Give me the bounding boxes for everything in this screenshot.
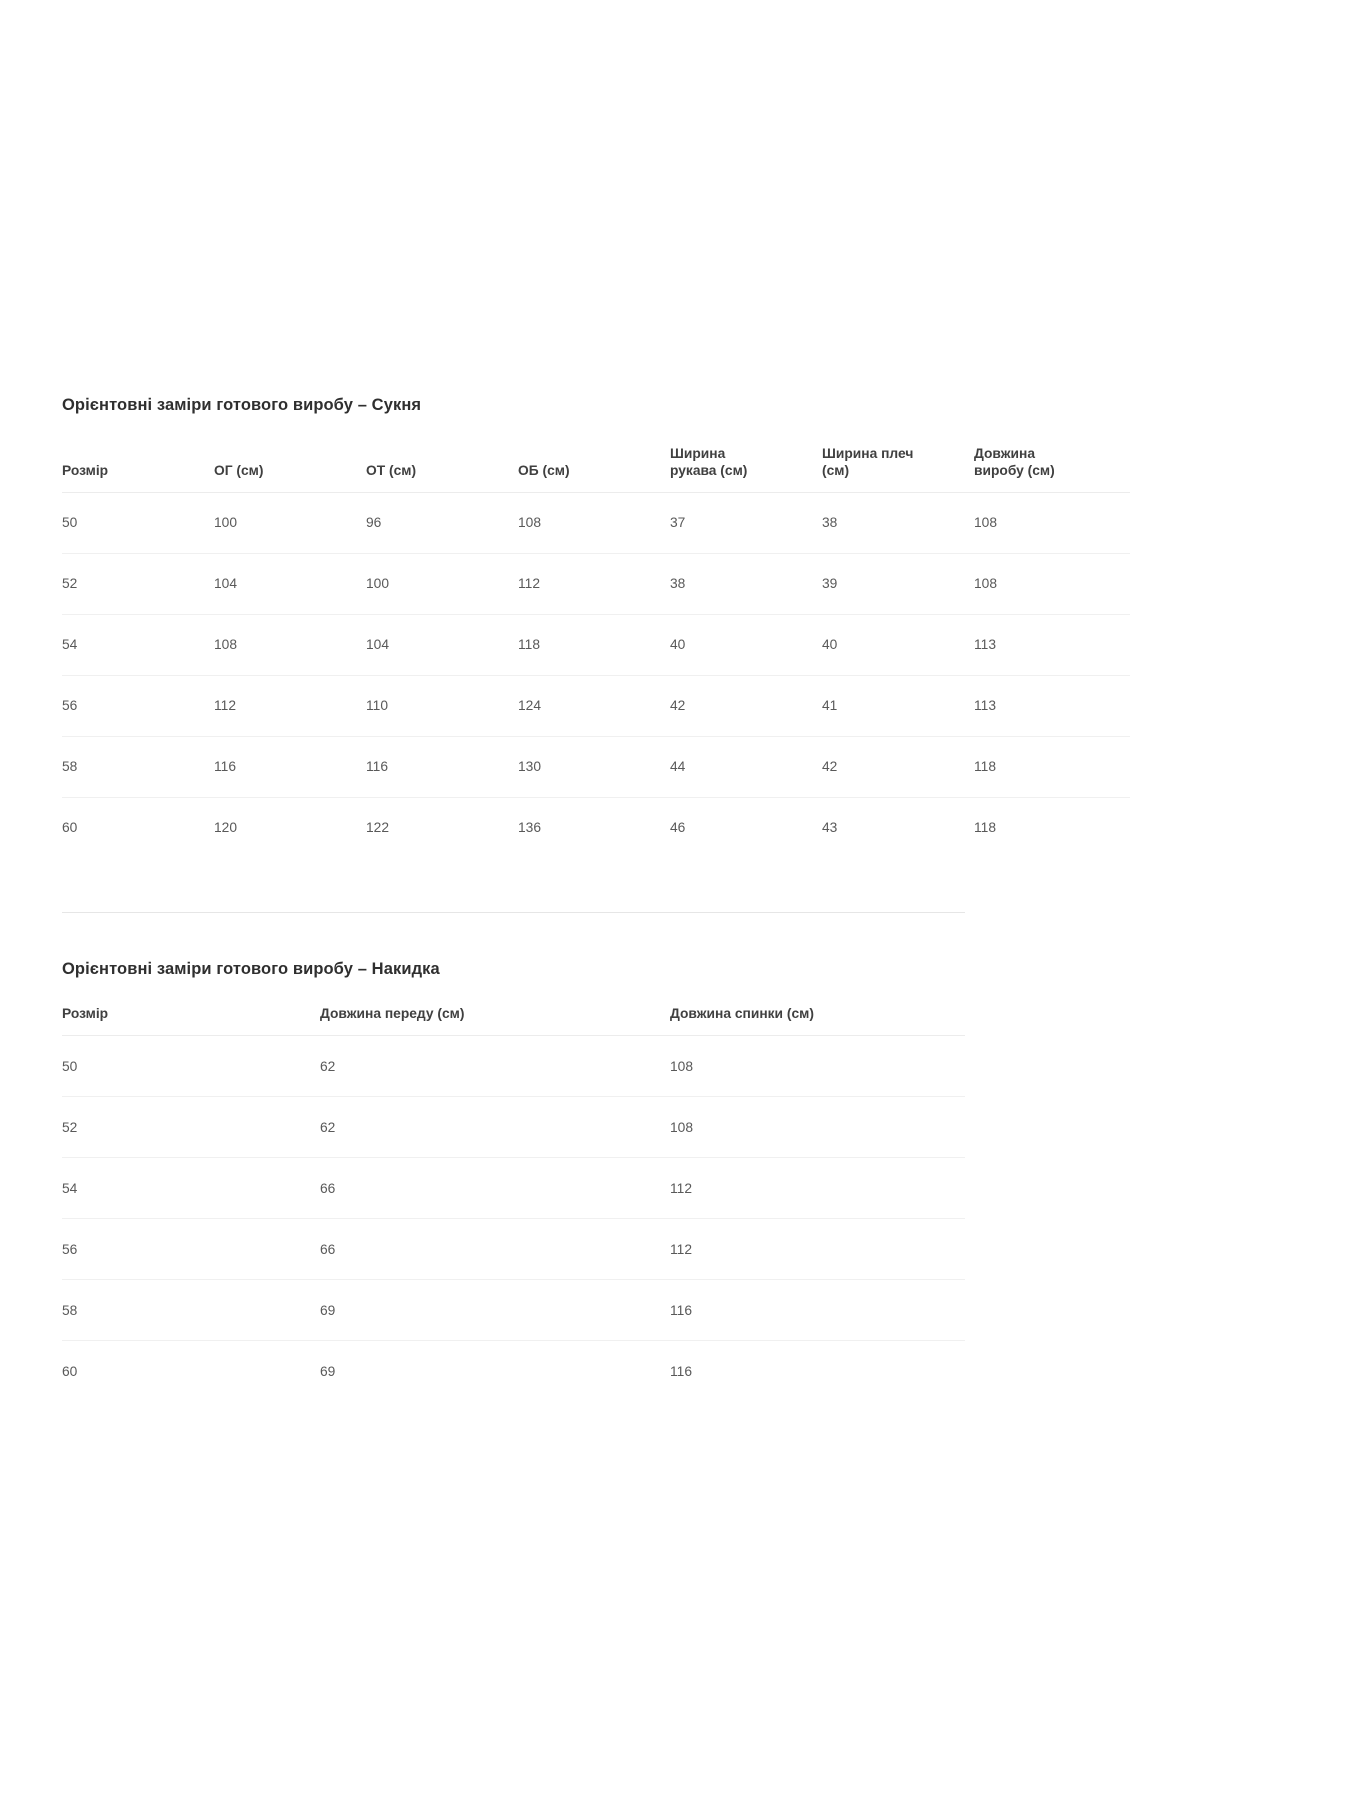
cell: 110 [366, 675, 518, 736]
cell: 69 [320, 1280, 670, 1341]
cell: 56 [62, 1219, 320, 1280]
cell: 58 [62, 736, 214, 797]
cell: 46 [670, 797, 822, 858]
cell: 52 [62, 553, 214, 614]
cell: 116 [670, 1280, 965, 1341]
cell: 108 [670, 1097, 965, 1158]
dress-size-table [62, 417, 1130, 858]
cell: 120 [214, 797, 366, 858]
cell: 40 [822, 614, 974, 675]
cell: 41 [822, 675, 974, 736]
cell: 40 [670, 614, 822, 675]
cell: 100 [366, 553, 518, 614]
cell: 62 [320, 1097, 670, 1158]
table-row [62, 736, 1130, 797]
column-header: Довжина переду (см) [320, 981, 670, 1036]
column-header: Розмір [62, 417, 214, 492]
cell: 62 [320, 1058, 336, 1074]
cell: 108 [670, 1058, 694, 1074]
cell: 118 [974, 736, 1130, 797]
table-row [62, 1097, 965, 1158]
cell: 130 [518, 736, 670, 797]
cell: 60 [62, 1341, 320, 1402]
cell: 112 [670, 1219, 965, 1280]
cell: 108 [214, 614, 366, 675]
cell: 118 [974, 797, 1130, 858]
cell: 112 [670, 1158, 965, 1219]
cell: 50 [62, 515, 78, 530]
column-header: Розмір [62, 981, 320, 1036]
cell: 38 [670, 553, 822, 614]
cell: 58 [62, 1280, 320, 1341]
column-header: Довжина спинки (см) [670, 981, 965, 1036]
cell: 116 [214, 736, 366, 797]
dress-table-body [62, 492, 1130, 858]
cell: 122 [366, 797, 518, 858]
table-row [62, 1280, 965, 1341]
table-row [62, 1341, 965, 1402]
cell: 96 [366, 515, 382, 530]
table-row [62, 797, 1130, 858]
cell: 50 [62, 1058, 78, 1074]
table-row [62, 675, 1130, 736]
cell: 116 [366, 736, 518, 797]
cell: 108 [974, 553, 1130, 614]
cell: 66 [320, 1219, 670, 1280]
cell: 39 [822, 553, 974, 614]
dress-header-row [62, 417, 1130, 492]
cell: 108 [974, 515, 998, 530]
dress-section-title: Орієнтовні заміри готового виробу – Сукня [62, 396, 422, 414]
cell: 54 [62, 614, 214, 675]
cell: 113 [974, 675, 1130, 736]
cape-section-title: Орієнтовні заміри готового виробу – Накидка [62, 959, 440, 978]
table-row [62, 492, 1130, 553]
column-header: ОГ (см) [214, 417, 366, 492]
cell: 113 [974, 614, 1130, 675]
table-row [62, 1219, 965, 1280]
table-row [62, 1158, 965, 1219]
section-divider [62, 912, 965, 913]
cell: 112 [214, 675, 366, 736]
cell: 37 [670, 515, 686, 530]
column-header: Ширина рукава (см) [670, 417, 822, 492]
cape-size-table [62, 981, 965, 1402]
column-header: ОБ (см) [518, 417, 670, 492]
cell: 52 [62, 1097, 320, 1158]
cape-table-body [62, 1036, 965, 1402]
cell: 43 [822, 797, 974, 858]
table-row [62, 614, 1130, 675]
cell: 42 [670, 675, 822, 736]
column-header: Ширина плеч (см) [822, 417, 974, 492]
cell: 56 [62, 675, 214, 736]
cell: 69 [320, 1341, 670, 1402]
cell: 66 [320, 1158, 670, 1219]
cell: 100 [214, 515, 238, 530]
cape-header-row [62, 981, 965, 1036]
cell: 60 [62, 797, 214, 858]
column-header: Довжина виробу (см) [974, 417, 1130, 492]
cell: 104 [366, 614, 518, 675]
table-row [62, 553, 1130, 614]
cell: 38 [822, 515, 838, 530]
cell: 44 [670, 736, 822, 797]
cell: 136 [518, 797, 670, 858]
cape-section [62, 957, 1350, 1402]
cell: 112 [518, 553, 670, 614]
cell: 108 [518, 515, 542, 530]
table-row [62, 1036, 965, 1097]
cell: 104 [214, 553, 366, 614]
dress-section [62, 393, 1350, 858]
cell: 124 [518, 675, 670, 736]
cell: 118 [518, 614, 670, 675]
cell: 116 [670, 1341, 965, 1402]
cell: 54 [62, 1158, 320, 1219]
cell: 42 [822, 736, 974, 797]
column-header: ОТ (см) [366, 417, 518, 492]
